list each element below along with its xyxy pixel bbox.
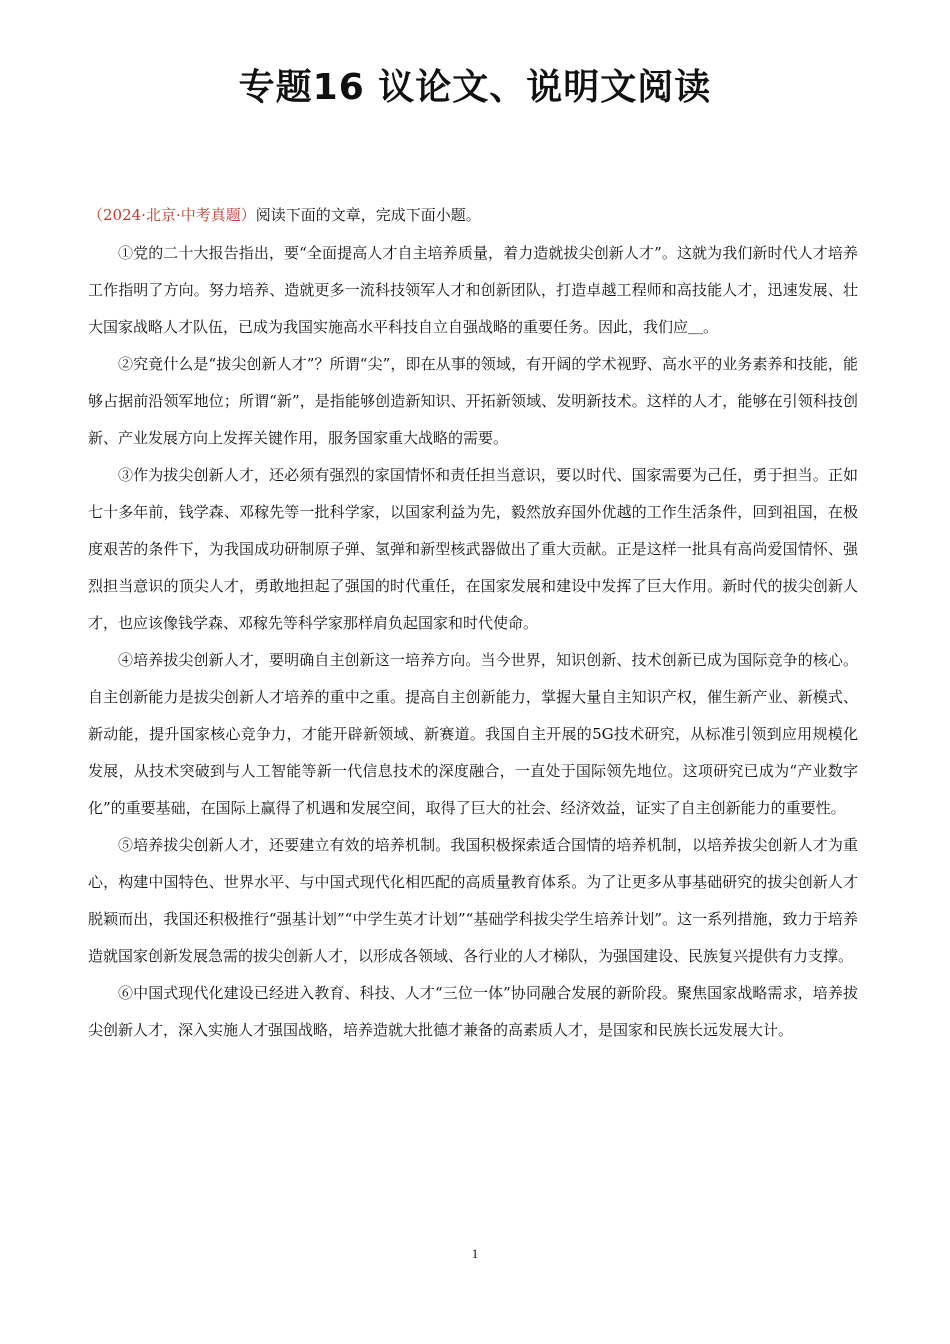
paragraph-4: ④培养拔尖创新人才，要明确自主创新这一培养方向。当今世界，知识创新、技术创新已成为国际竞争的核心。自主创新能力是拔尖创新人才培养的重中之重。提高自主创新能力，掌握大量自主知识产权，催生新产业、新模式、新动能，提升国家核心竞争力，才能开辟新领域、新赛道。我国自主开展的5G技术研究，从标准引领到应用规模化发展，从技术突破到与人工智能等新一代信息技术的深度融合，一直处于国际领先地位。这项研究已成为“产业数字化”的重要基础，在国际上赢得了机遇和发展空间，取得了巨大的社会、经济效益，证实了自主创新能力的重要性。 (88, 651, 858, 817)
instruction-text: 阅读下面的文章，完成下面小题。 (255, 206, 481, 224)
article-body (88, 200, 858, 1049)
page-title: 专题16 议论文、说明文阅读 (238, 67, 712, 108)
question-intro (88, 200, 858, 230)
paragraph-1: ①党的二十大报告指出，要“全面提高人才自主培养质量，着力造就拔尖创新人才”。这就为我们新时代人才培养工作指明了方向。努力培养、造就更多一流科技领军人才和创新团队，打造卓越工程师和高技能人才，迅速发展、壮大国家战略人才队伍，已成为我国实施高水平科技自立自强战略的重要任务。因此，我们应＿。 (88, 244, 858, 336)
paragraph-6: ⑥中国式现代化建设已经进入教育、科技、人才“三位一体”协同融合发展的新阶段。聚焦国家战略需求，培养拔尖创新人才，深入实施人才强国战略，培养造就大批德才兼备的高素质人才，是国家和民族长远发展大计。 (88, 984, 858, 1039)
paragraph-3: ③作为拔尖创新人才，还必须有强烈的家国情怀和责任担当意识，要以时代、国家需要为己任，勇于担当。正如七十多年前，钱学森、邓稼先等一批科学家，以国家利益为先，毅然放弃国外优越的工作生活条件，回到祖国，在极度艰苦的条件下，为我国成功研制原子弹、氢弹和新型核武器做出了重大贡献。正是这样一批具有高尚爱国情怀、强烈担当意识的顶尖人才，勇敢地担起了强国的时代重任，在国家发展和建设中发挥了巨大作用。新时代的拔尖创新人才，也应该像钱学森、邓稼先等科学家那样肩负起国家和时代使命。 (88, 466, 858, 632)
page-number: 1 (471, 1246, 479, 1261)
paragraph-5: ⑤培养拔尖创新人才，还要建立有效的培养机制。我国积极探索适合国情的培养机制，以培养拔尖创新人才为重心，构建中国特色、世界水平、与中国式现代化相匹配的高质量教育体系。为了让更多从事基础研究的拔尖创新人才脱颖而出，我国还积极推行“强基计划”“中学生英才计划”“基础学科拔尖学生培养计划”。这一系列措施，致力于培养造就国家创新发展急需的拔尖创新人才，以形成各领域、各行业的人才梯队，为强国建设、民族复兴提供有力支撑。 (88, 836, 858, 965)
paragraph-2: ②究竟什么是“拔尖创新人才”？所谓“尖”，即在从事的领域，有开阔的学术视野、高水平的业务素养和技能，能够占据前沿领军地位；所谓“新”，是指能够创造新知识、开拓新领域、发明新技术。这样的人才，能够在引领科技创新、产业发展方向上发挥关键作用，服务国家重大战略的需要。 (88, 355, 858, 447)
source-tag: （2024·北京·中考真题） (88, 206, 256, 224)
